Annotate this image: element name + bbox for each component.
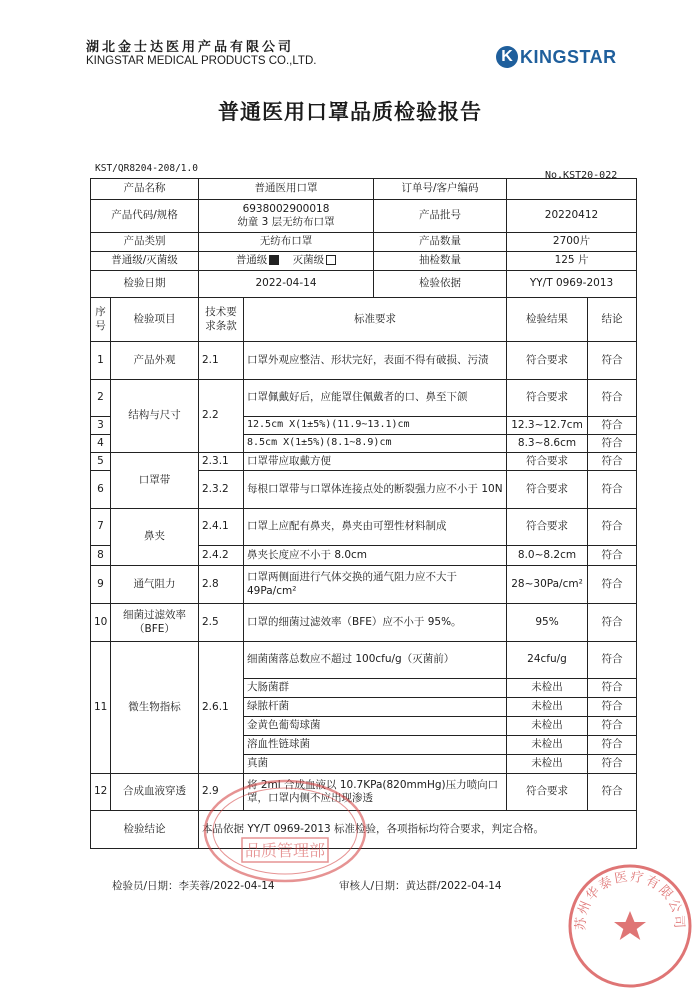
report-title: 普通医用口罩品质检验报告	[218, 100, 482, 124]
row-standard: 绿脓杆菌	[244, 698, 507, 717]
row-conclusion: 符合	[588, 642, 637, 679]
row-standard: 口罩佩戴好后，应能罩住佩戴者的口、鼻至下颌	[244, 380, 507, 417]
row-no: 3	[91, 417, 111, 435]
row-no: 10	[91, 604, 111, 642]
grade-options	[199, 252, 374, 271]
row-clause: 2.4.1	[199, 509, 244, 546]
row-conclusion: 符合	[588, 679, 637, 698]
col-header-no: 序号	[91, 298, 111, 342]
star-icon	[614, 911, 646, 940]
row-conclusion: 符合	[588, 566, 637, 604]
col-header-standard: 标准要求	[244, 298, 507, 342]
row-item: 微生物指标	[111, 642, 199, 774]
row-result: 符合要求	[507, 342, 588, 380]
row-clause: 2.6.1	[199, 642, 244, 774]
row-standard: 12.5cm X(1±5%)(11.9~13.1)cm	[244, 417, 507, 435]
row-result: 未检出	[507, 736, 588, 755]
row-clause: 2.5	[199, 604, 244, 642]
info-value	[199, 200, 374, 233]
row-item: 通气阻力	[111, 566, 199, 604]
row-conclusion: 符合	[588, 604, 637, 642]
checked-box-icon	[269, 255, 279, 265]
info-value: YY/T 0969-2013	[507, 271, 637, 298]
qa-department-stamp	[200, 776, 370, 886]
info-label: 检验依据	[374, 271, 507, 298]
row-result: 12.3~12.7cm	[507, 417, 588, 435]
row-standard: 口罩上应配有鼻夹，鼻夹由可塑性材料制成	[244, 509, 507, 546]
info-label: 产品名称	[91, 179, 199, 200]
info-row	[91, 252, 637, 271]
row-standard: 口罩带应取戴方便	[244, 453, 507, 471]
row-standard: 8.5cm X(1±5%)(8.1~8.9)cm	[244, 435, 507, 453]
row-result: 未检出	[507, 717, 588, 736]
kingstar-logo-icon: K	[496, 46, 518, 68]
row-result: 28~30Pa/cm²	[507, 566, 588, 604]
row-no: 4	[91, 435, 111, 453]
row-conclusion: 符合	[588, 453, 637, 471]
col-header-conclusion: 结论	[588, 298, 637, 342]
info-label: 产品代码/规格	[91, 200, 199, 233]
table-row	[91, 509, 637, 546]
inspection-report-table	[90, 178, 637, 849]
grade-sterile-label: 灭菌级	[292, 254, 325, 267]
info-label: 检验日期	[91, 271, 199, 298]
row-standard: 鼻夹长度应不小于 8.0cm	[244, 546, 507, 566]
row-standard: 每根口罩带与口罩体连接点处的断裂强力应不小于 10N	[244, 471, 507, 509]
info-value: 20220412	[507, 200, 637, 233]
row-conclusion: 符合	[588, 342, 637, 380]
info-value: 无纺布口罩	[199, 233, 374, 252]
row-result: 8.0~8.2cm	[507, 546, 588, 566]
table-row	[91, 380, 637, 417]
conclusion-label: 检验结论	[91, 811, 199, 849]
column-header-row	[91, 298, 637, 342]
row-clause: 2.3.2	[199, 471, 244, 509]
row-no: 1	[91, 342, 111, 380]
col-header-item: 检验项目	[111, 298, 199, 342]
info-label: 订单号/客户编码	[374, 179, 507, 200]
info-value	[507, 179, 637, 200]
row-clause: 2.3.1	[199, 453, 244, 471]
info-label: 普通级/灭菌级	[91, 252, 199, 271]
row-conclusion: 符合	[588, 380, 637, 417]
row-clause: 2.9	[199, 774, 244, 811]
row-result: 95%	[507, 604, 588, 642]
row-result: 符合要求	[507, 453, 588, 471]
form-code: KST/QR8204-208/1.0	[95, 163, 198, 174]
row-no: 7	[91, 509, 111, 546]
row-no: 5	[91, 453, 111, 471]
row-item: 产品外观	[111, 342, 199, 380]
row-standard: 溶血性链球菌	[244, 736, 507, 755]
row-conclusion: 符合	[588, 736, 637, 755]
info-label: 产品数量	[374, 233, 507, 252]
col-header-result: 检验结果	[507, 298, 588, 342]
row-conclusion: 符合	[588, 546, 637, 566]
info-row	[91, 233, 637, 252]
info-value: 普通医用口罩	[199, 179, 374, 200]
col-header-clause: 技术要求条款	[199, 298, 244, 342]
row-result: 未检出	[507, 755, 588, 774]
row-standard: 口罩两侧面进行气体交换的通气阻力应不大于 49Pa/cm²	[244, 566, 507, 604]
row-no: 6	[91, 471, 111, 509]
conclusion-text: 本品依据 YY/T 0969-2013 标准检验，各项指标均符合要求，判定合格。	[199, 811, 637, 849]
table-row	[91, 566, 637, 604]
grade-normal-label: 普通级	[235, 254, 268, 267]
row-result: 符合要求	[507, 471, 588, 509]
seal-text: 苏州华泰医疗有限公司	[573, 869, 687, 931]
kingstar-logo-text: KINGSTAR	[520, 46, 617, 67]
table-row	[91, 342, 637, 380]
row-no: 2	[91, 380, 111, 417]
info-label: 产品批号	[374, 200, 507, 233]
row-result: 符合要求	[507, 380, 588, 417]
row-conclusion: 符合	[588, 509, 637, 546]
row-standard: 真菌	[244, 755, 507, 774]
row-no: 11	[91, 642, 111, 774]
row-conclusion: 符合	[588, 471, 637, 509]
row-standard: 大肠菌群	[244, 679, 507, 698]
row-no: 9	[91, 566, 111, 604]
row-conclusion: 符合	[588, 417, 637, 435]
product-code: 6938002900018	[242, 202, 330, 215]
info-label: 产品类别	[91, 233, 199, 252]
product-spec: 幼童 3 层无纺布口罩	[237, 216, 335, 228]
row-standard: 口罩外观应整洁、形状完好，表面不得有破损、污渍	[244, 342, 507, 380]
unchecked-box-icon	[326, 255, 336, 265]
qa-stamp-text: 品质管理部	[244, 841, 326, 860]
row-clause: 2.8	[199, 566, 244, 604]
row-standard: 口罩的细菌过滤效率（BFE）应不小于 95%。	[244, 604, 507, 642]
table-row	[91, 642, 637, 679]
table-row	[91, 453, 637, 471]
company-name-cn: 湖北金士达医用产品有限公司	[86, 40, 295, 55]
row-conclusion: 符合	[588, 435, 637, 453]
row-no: 8	[91, 546, 111, 566]
table-row	[91, 604, 637, 642]
row-item: 合成血液穿透	[111, 774, 199, 811]
reviewer-signature: 审核人/日期：黄达群/2022-04-14	[339, 880, 502, 892]
row-result: 8.3~8.6cm	[507, 435, 588, 453]
row-conclusion: 符合	[588, 717, 637, 736]
row-standard: 细菌菌落总数应不超过 100cfu/g（灭菌前）	[244, 642, 507, 679]
row-result: 符合要求	[507, 774, 588, 811]
row-result: 未检出	[507, 698, 588, 717]
info-label: 抽检数量	[374, 252, 507, 271]
row-clause: 2.1	[199, 342, 244, 380]
row-clause: 2.4.2	[199, 546, 244, 566]
row-conclusion: 符合	[588, 698, 637, 717]
row-standard: 金黄色葡萄球菌	[244, 717, 507, 736]
row-clause: 2.2	[199, 380, 244, 453]
row-standard: 将 2ml 合成血液以 10.7KPa(820mmHg)压力喷向口罩，口罩内侧不应出现渗透	[244, 774, 507, 811]
row-item: 细菌过滤效率（BFE）	[111, 604, 199, 642]
info-value: 2700片	[507, 233, 637, 252]
row-no: 12	[91, 774, 111, 811]
info-row	[91, 200, 637, 233]
info-row	[91, 271, 637, 298]
row-item: 口罩带	[111, 453, 199, 509]
row-item: 结构与尺寸	[111, 380, 199, 453]
row-item: 鼻夹	[111, 509, 199, 566]
info-value: 2022-04-14	[199, 271, 374, 298]
report-number: No.KST20-022	[545, 170, 618, 181]
company-name-en: KINGSTAR MEDICAL PRODUCTS CO.,LTD.	[86, 55, 317, 67]
row-result: 符合要求	[507, 509, 588, 546]
info-row	[91, 179, 637, 200]
company-seal	[565, 861, 695, 991]
info-value: 125 片	[507, 252, 637, 271]
kingstar-logo	[496, 46, 617, 68]
row-result: 未检出	[507, 679, 588, 698]
row-conclusion: 符合	[588, 755, 637, 774]
row-conclusion: 符合	[588, 774, 637, 811]
inspector-signature: 检验员/日期：李芙蓉/2022-04-14	[112, 880, 275, 892]
row-result: 24cfu/g	[507, 642, 588, 679]
